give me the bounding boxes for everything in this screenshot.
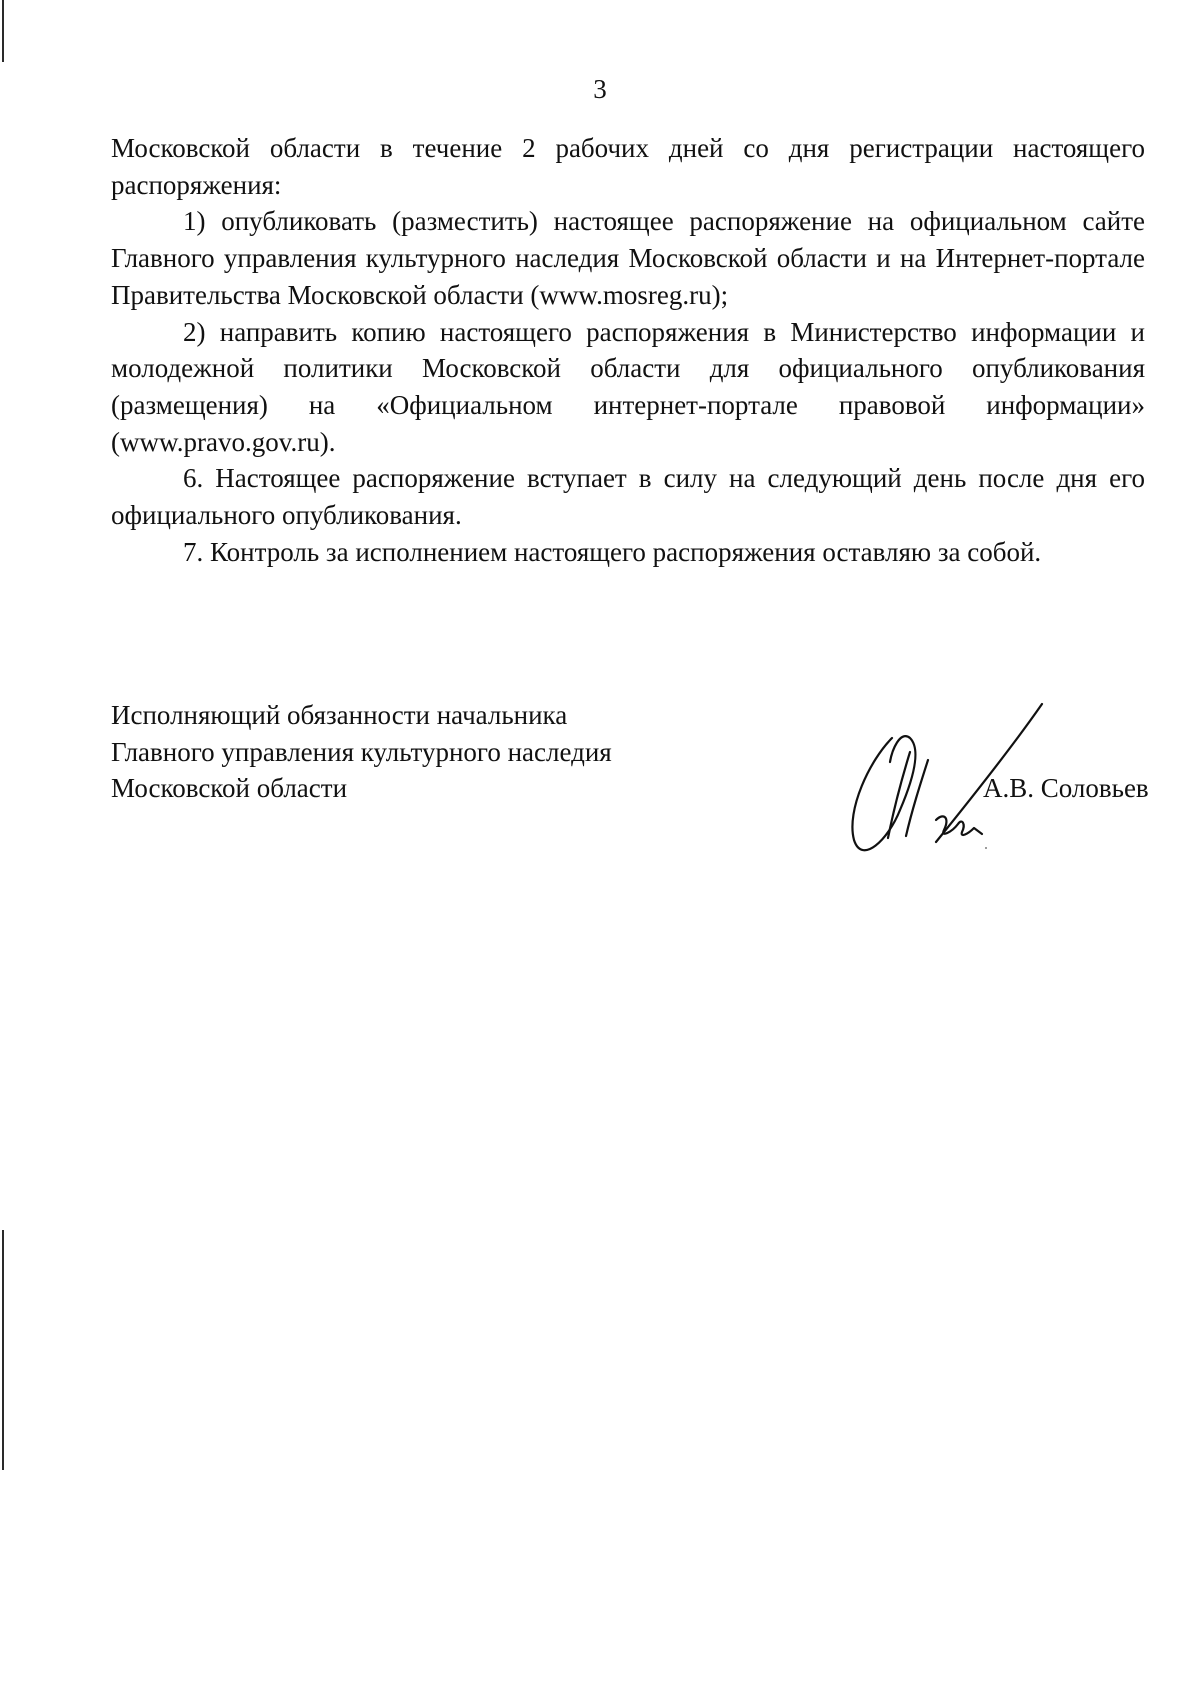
scan-edge-line — [2, 0, 4, 62]
paragraph-clause-7: 7. Контроль за исполнением настоящего распоряжения оставляю за собой. — [183, 536, 1042, 567]
document-body — [111, 130, 1145, 570]
signer-position-block — [111, 697, 612, 807]
paragraph-item-1: 1) опубликовать (разместить) настоящее распоряжение на официальном сайте Главного управления культурного наследия Московской области и на Интернет-портале Правительства Московской области (www.mosreg.ru); — [111, 206, 1145, 310]
paragraph-item-2: 2) направить копию настоящего распоряжения в Министерство информации и молодежной политики Московской области для официального опубликования (размещения) на «Официальном интернет-портале правовой информации» (www.pravo.gov.ru). — [111, 316, 1145, 457]
paragraph-clause-6: 6. Настоящее распоряжение вступает в силу на следующий день после дня его официального опубликования. — [111, 463, 1145, 531]
signer-position-line: Исполняющий обязанности начальника — [111, 700, 568, 730]
signer-position-line: Главного управления культурного наследия — [111, 736, 612, 767]
paragraph-continuation: Московской области в течение 2 рабочих дней со дня регистрации настоящего распоряжения: — [111, 133, 1145, 200]
signer-name: А.В. Соловьев — [983, 773, 1149, 803]
page-number: 3 — [593, 74, 607, 104]
signer-position-line: Московской области — [111, 773, 348, 803]
scan-edge-line — [2, 1230, 4, 1470]
